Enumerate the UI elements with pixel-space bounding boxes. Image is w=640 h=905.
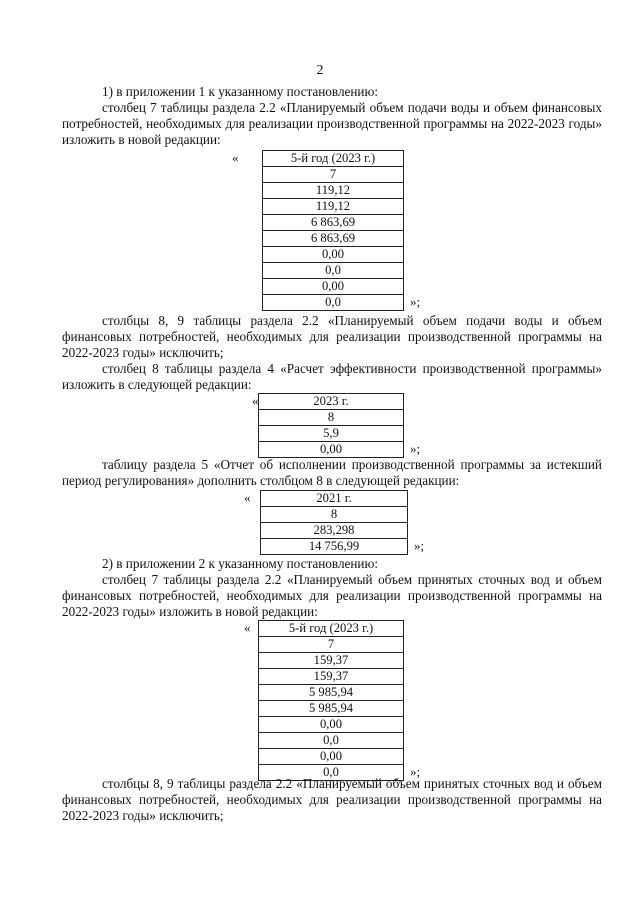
- table-row: [259, 701, 404, 717]
- table-row: [263, 295, 404, 311]
- table-row: [259, 733, 404, 749]
- table-row: [263, 151, 404, 167]
- table-row: [259, 653, 404, 669]
- table-cell: 0,0: [259, 765, 404, 781]
- paragraph-column-8-efficiency: столбец 8 таблицы раздела 4 «Расчет эффективности производственной программы» изложить в следующей редакции:: [62, 361, 602, 392]
- table-cell: 0,00: [259, 749, 404, 765]
- table-4-open-quote: «: [244, 620, 251, 635]
- table-3-open-quote: «: [244, 490, 251, 505]
- table-2: [258, 393, 404, 458]
- table-1: [262, 150, 404, 311]
- table-cell: 8: [261, 507, 408, 523]
- paragraph-appendix-1: 1) в приложении 1 к указанному постановлению:: [102, 84, 379, 99]
- table-row: [263, 183, 404, 199]
- table-row: [259, 394, 404, 410]
- table-cell: 5-й год (2023 г.): [259, 621, 404, 637]
- table-cell: 5 985,94: [259, 701, 404, 717]
- paragraph-section-5-report: таблицу раздела 5 «Отчет об исполнении производственной программы за истекший период регулирования» дополнить столбцом 8 в следующей редакции:: [62, 457, 602, 488]
- table-cell: 7: [259, 637, 404, 653]
- table-row: [263, 279, 404, 295]
- table-row: [261, 507, 408, 523]
- table-2-open-quote: «: [252, 393, 259, 408]
- table-cell: 119,12: [263, 199, 404, 215]
- table-4-close-quote: »;: [410, 764, 421, 779]
- paragraph-column-7-wastewater: столбец 7 таблицы раздела 2.2 «Планируемый объем принятых сточных вод и объем финансовых потребностей, необходимых для реализации производственной программы на 2022-2023 годы» изложить в новой редакции:: [62, 572, 602, 619]
- table-cell: 0,00: [259, 717, 404, 733]
- table-1-open-quote: «: [232, 150, 239, 165]
- table-row: [259, 442, 404, 458]
- table-cell: 5-й год (2023 г.): [263, 151, 404, 167]
- table-cell: 2023 г.: [259, 394, 404, 410]
- paragraph-column-7-water: столбец 7 таблицы раздела 2.2 «Планируемый объем подачи воды и объем финансовых потребностей, необходимых для реализации производственной программы на 2022-2023 годы» изложить в новой редакции:: [62, 100, 602, 147]
- table-cell: 0,0: [259, 733, 404, 749]
- table-cell: 8: [259, 410, 404, 426]
- table-row: [259, 621, 404, 637]
- table-row: [259, 637, 404, 653]
- table-cell: 2021 г.: [261, 491, 408, 507]
- page-number: 2: [316, 63, 324, 78]
- paragraph-appendix-2: 2) в приложении 2 к указанному постановлению:: [102, 556, 379, 571]
- table-cell: 5,9: [259, 426, 404, 442]
- table-row: [259, 685, 404, 701]
- table-cell: 283,298: [261, 523, 408, 539]
- table-cell: 159,37: [259, 653, 404, 669]
- table-3-close-quote: »;: [414, 538, 425, 553]
- table-3: [260, 490, 408, 555]
- table-4: [258, 620, 404, 781]
- table-row: [263, 263, 404, 279]
- table-row: [261, 539, 408, 555]
- table-cell: 159,37: [259, 669, 404, 685]
- table-cell: 7: [263, 167, 404, 183]
- table-row: [263, 231, 404, 247]
- table-row: [261, 523, 408, 539]
- table-1-close-quote: »;: [410, 294, 421, 309]
- table-row: [259, 717, 404, 733]
- table-row: [261, 491, 408, 507]
- table-cell: 6 863,69: [263, 215, 404, 231]
- table-cell: 119,12: [263, 183, 404, 199]
- table-cell: 6 863,69: [263, 231, 404, 247]
- table-cell: 0,00: [263, 279, 404, 295]
- table-row: [259, 426, 404, 442]
- table-row: [259, 669, 404, 685]
- table-cell: 0,00: [263, 247, 404, 263]
- table-row: [263, 199, 404, 215]
- table-cell: 0,00: [259, 442, 404, 458]
- table-cell: 0,0: [263, 263, 404, 279]
- table-cell: 14 756,99: [261, 539, 408, 555]
- paragraph-columns-8-9-water: столбцы 8, 9 таблицы раздела 2.2 «Планируемый объем подачи воды и объем финансовых потребностей, необходимых для реализации производственной программы на 2022-2023 годы» исключить;: [62, 313, 602, 360]
- paragraph-columns-8-9-wastewater: столбцы 8, 9 таблицы раздела 2.2 «Планируемый объем принятых сточных вод и объем финансовых потребностей, необходимых для реализации производственной программы на 2022-2023 годы» исключить;: [62, 776, 602, 823]
- table-row: [263, 215, 404, 231]
- table-row: [259, 749, 404, 765]
- table-row: [263, 167, 404, 183]
- table-row: [263, 247, 404, 263]
- table-row: [259, 410, 404, 426]
- table-cell: 5 985,94: [259, 685, 404, 701]
- table-cell: 0,0: [263, 295, 404, 311]
- table-2-close-quote: »;: [410, 441, 421, 456]
